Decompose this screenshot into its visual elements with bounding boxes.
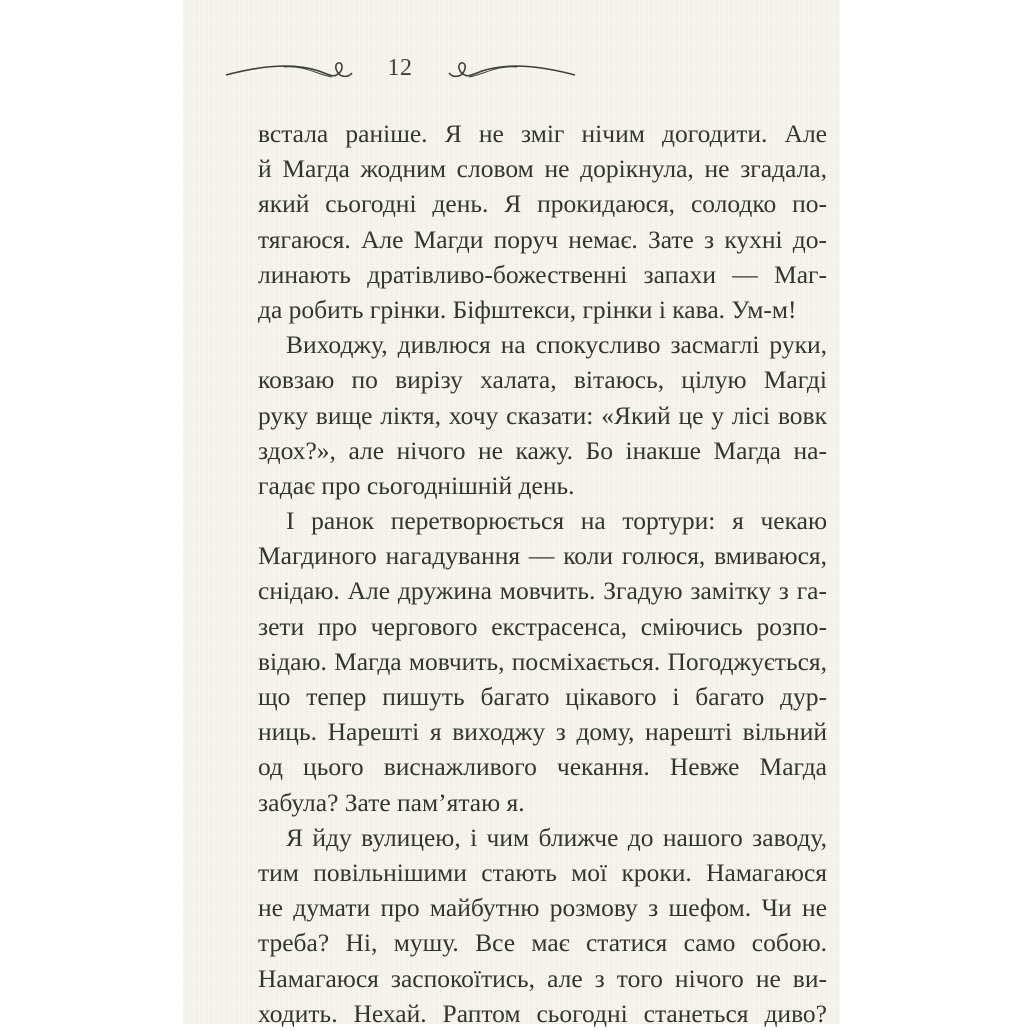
page-number: 12 xyxy=(387,54,413,81)
text-line: треба? Ні, мушу. Все має статися само собою. xyxy=(258,928,827,958)
text-line: руку вище ліктя, хочу сказати: «Який це у лісі вовк xyxy=(258,400,827,430)
text-line: встала раніше. Я не зміг нічим догодити. Але xyxy=(258,119,827,148)
text-line: Виходжу, дивлюся на спокусливо засмаглі руки, xyxy=(286,330,827,360)
text-line: Магдиного нагадування — коли голюся, вмиваюся, xyxy=(258,541,827,571)
text-line: Намагаюся заспокоїтись, але з того нічого не ви- xyxy=(258,963,827,993)
text-line: тягаюся. Але Магди поруч немає. Зате з кухні до- xyxy=(258,224,827,254)
text-line: снідаю. Але дружина мовчить. Згадую замітку з га- xyxy=(258,576,827,606)
text-line: забула? Зате пам’ятаю я. xyxy=(258,787,525,817)
text-line: гадає про сьогоднішній день. xyxy=(258,470,575,500)
paragraph-3 xyxy=(258,503,827,820)
flourish-right-icon xyxy=(437,53,577,83)
text-line: й Магда жодним словом не дорікнула, не згадала, xyxy=(258,154,827,184)
text-line: од цього виснажливого чекання. Невже Магда xyxy=(258,752,827,782)
paragraph-2 xyxy=(258,327,827,503)
flourish-left-icon xyxy=(224,53,364,83)
text-line: ходить. Нехай. Раптом сьогодні станеться диво? xyxy=(258,998,827,1028)
text-line: не думати про майбутню розмову з шефом. Чи не xyxy=(258,893,827,923)
text-line: зети про чергового екстрасенса, сміючись розпо- xyxy=(258,611,827,641)
text-line: Я йду вулицею, і чим ближче до нашого заводу, xyxy=(286,822,827,852)
paragraph-1 xyxy=(258,116,827,327)
text-line: тим повільнішими стають мої кроки. Намагаюся xyxy=(258,857,827,887)
text-line: ниць. Нарешті я виходжу з дому, нарешті вільний xyxy=(258,717,827,747)
body-text xyxy=(258,116,827,1031)
text-line: що тепер пишуть багато цікавого і багато дур- xyxy=(258,682,827,711)
paragraph-4 xyxy=(258,820,827,1031)
text-line: який сьогодні день. Я прокидаюся, солодко по- xyxy=(258,189,827,219)
text-line: відаю. Магда мовчить, посміхається. Погоджується, xyxy=(258,646,827,676)
page-header xyxy=(195,48,605,88)
text-line: да робить грінки. Біфштекси, грінки і кава. Ум-м! xyxy=(258,294,797,324)
text-line: І ранок перетворюється на тортури: я чекаю xyxy=(286,506,827,536)
text-line: здох?», але нічого не кажу. Бо інакше Магда на- xyxy=(258,435,827,465)
text-line: линають дратівливо-божественні запахи — Маг- xyxy=(258,259,827,289)
text-line: ковзаю по вирізу халата, вітаюсь, цілую Магді xyxy=(258,365,827,395)
